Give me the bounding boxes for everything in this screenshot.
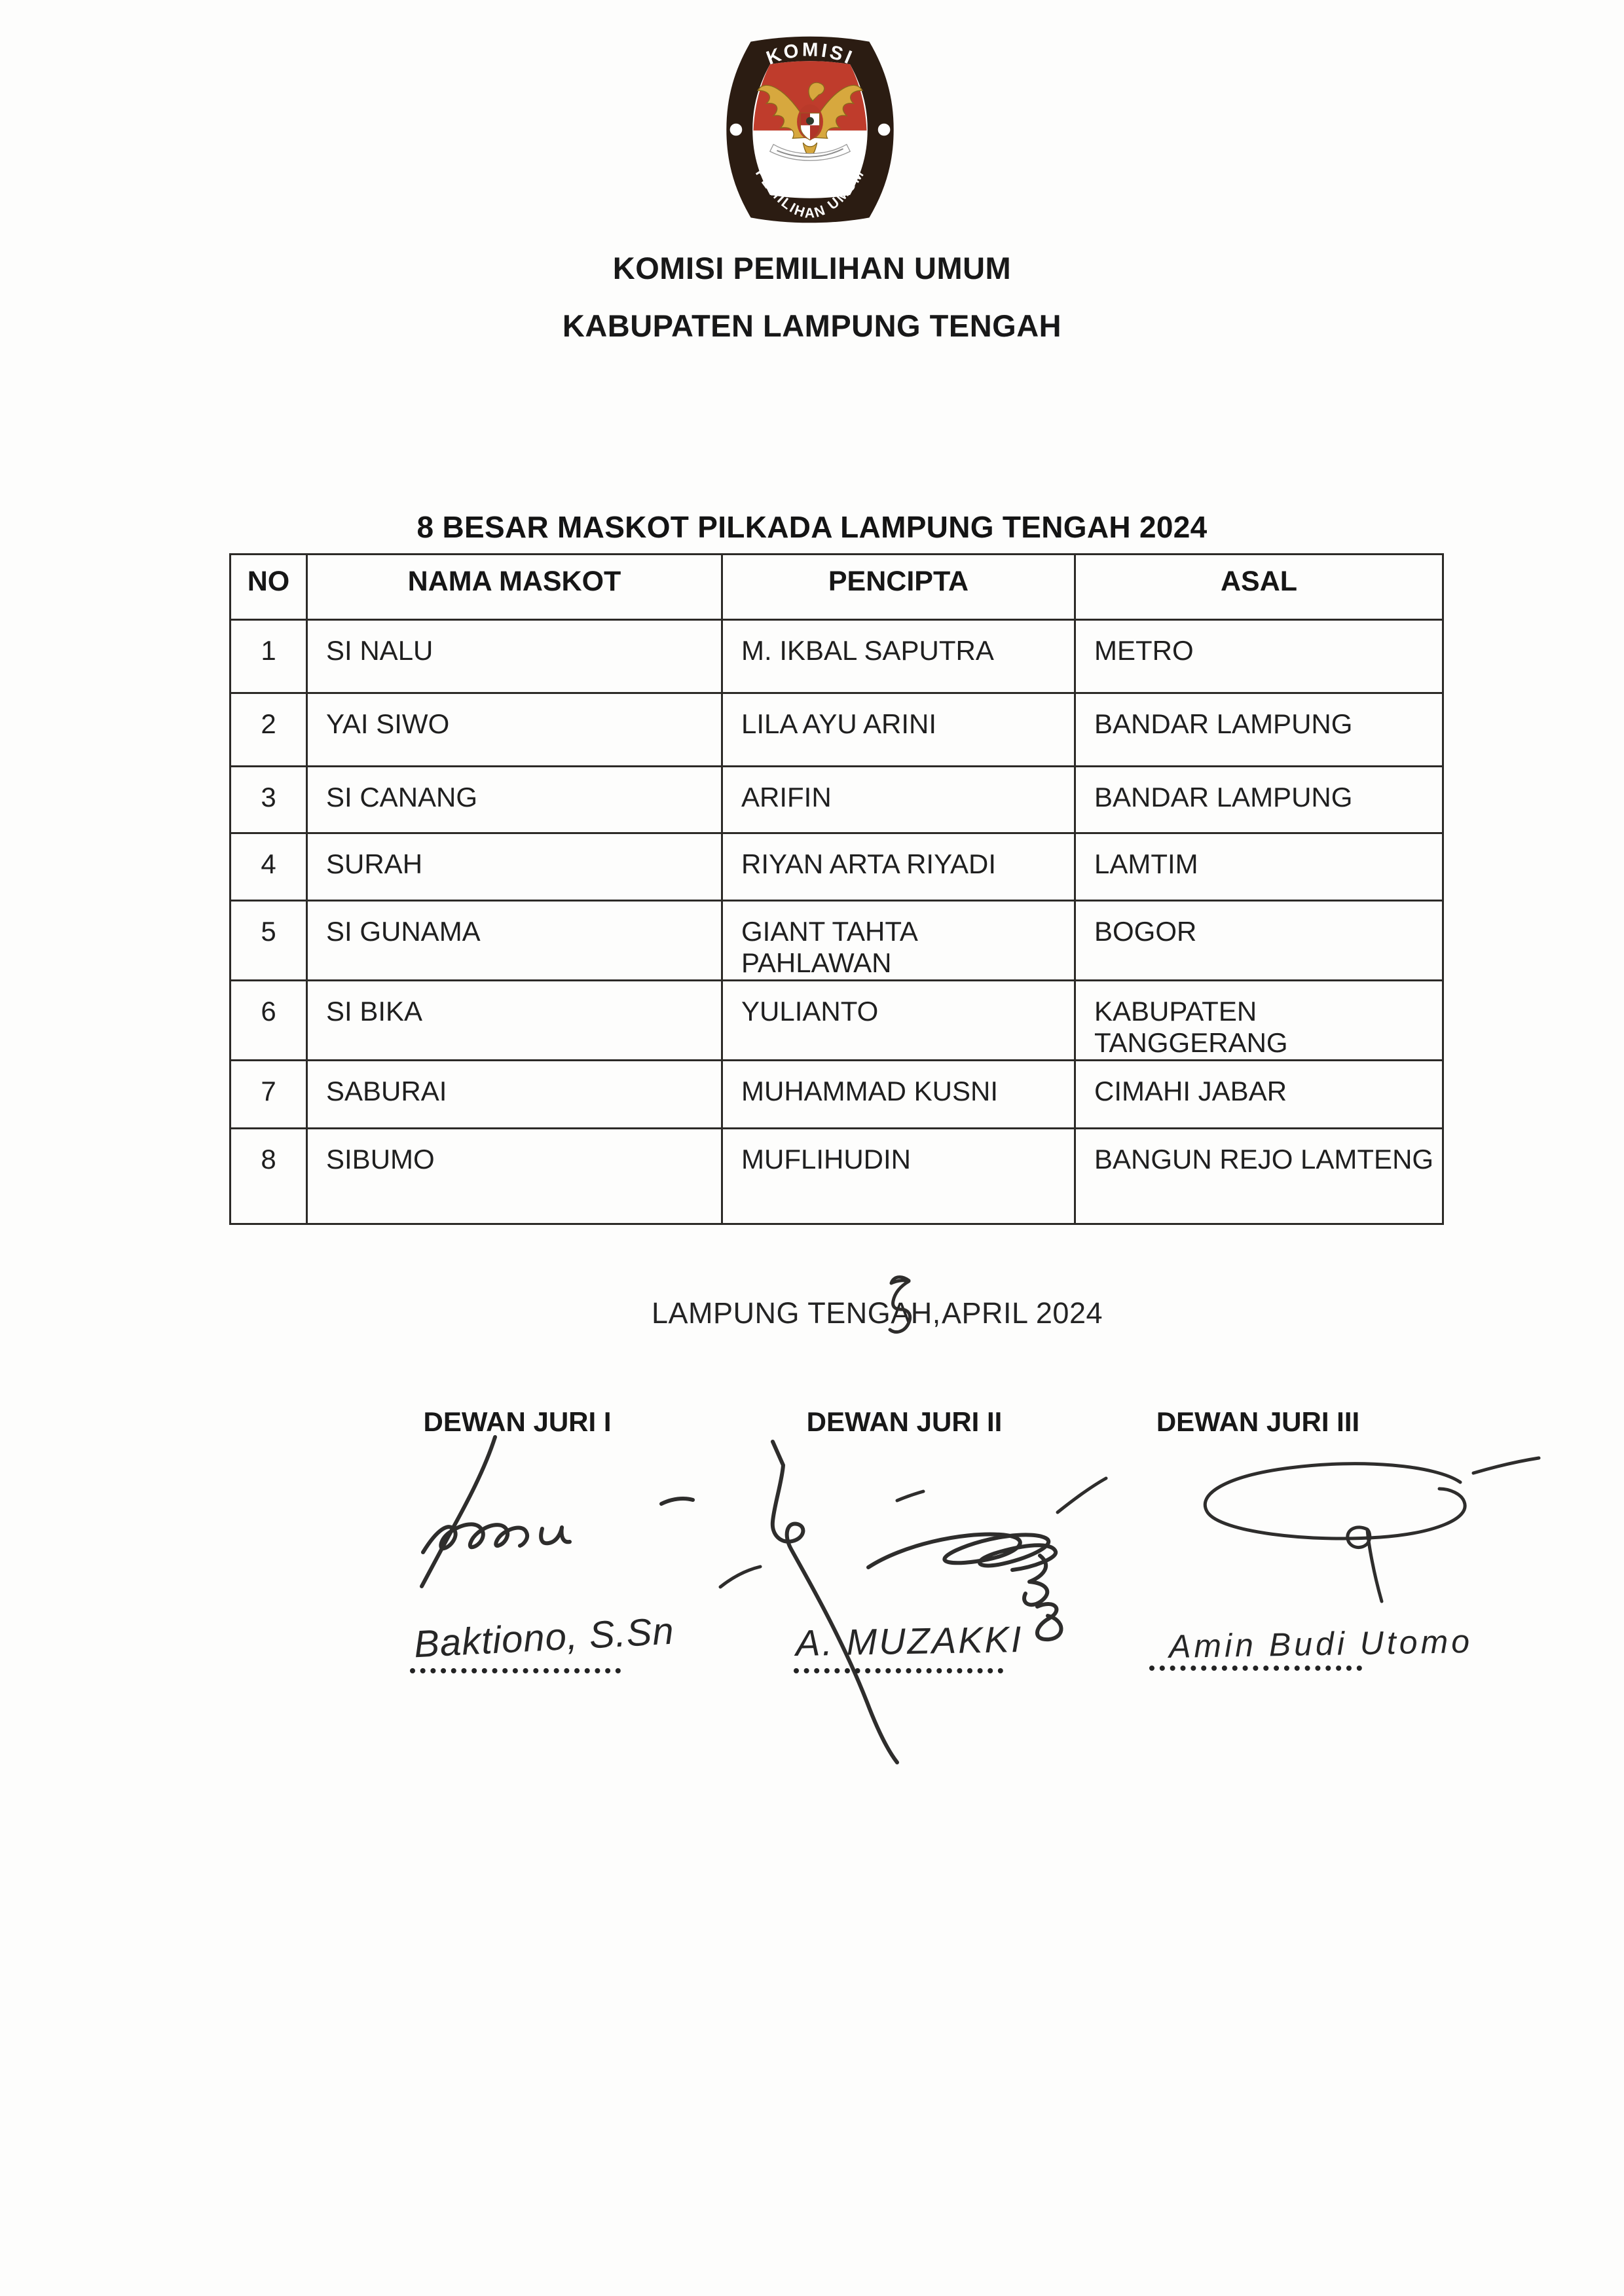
cell-nama-maskot: SURAH <box>307 833 722 901</box>
cell-pencipta: LILA AYU ARINI <box>722 693 1075 767</box>
cell-nama-maskot: SI GUNAMA <box>307 901 722 981</box>
handwritten-day-glyph <box>875 1271 921 1343</box>
cell-pencipta: M. IKBAL SAPUTRA <box>722 620 1075 693</box>
jury-name-3: Amin Budi Utomo <box>1168 1622 1473 1666</box>
table-row <box>231 1129 1443 1224</box>
cell-no: 4 <box>231 833 307 901</box>
page-title: 8 BESAR MASKOT PILKADA LAMPUNG TENGAH 2024 <box>416 510 1208 544</box>
cell-asal: CIMAHI JABAR <box>1075 1061 1443 1129</box>
cell-no: 5 <box>231 901 307 981</box>
cell-nama-maskot: SI CANANG <box>307 767 722 833</box>
table-row <box>231 1061 1443 1129</box>
cell-asal: BANDAR LAMPUNG <box>1075 767 1443 833</box>
logo-top-text: KOMISI <box>764 39 857 69</box>
cell-nama-maskot: YAI SIWO <box>307 693 722 767</box>
cell-no: 1 <box>231 620 307 693</box>
col-header-asal: ASAL <box>1075 555 1443 620</box>
jury-label-2: DEWAN JURI II <box>806 1406 1003 1437</box>
cell-asal: BOGOR <box>1075 901 1443 981</box>
cell-pencipta: MUFLIHUDIN <box>722 1129 1075 1224</box>
cell-asal: LAMTIM <box>1075 833 1443 901</box>
cell-no: 6 <box>231 981 307 1061</box>
signature-juri-2 <box>712 1419 1118 1786</box>
cell-asal: KABUPATEN TANGGERANG <box>1075 981 1443 1061</box>
table-row <box>231 693 1443 767</box>
jury-label-1: DEWAN JURI I <box>423 1406 612 1437</box>
cell-asal: METRO <box>1075 620 1443 693</box>
dateline-place: LAMPUNG TENGAH, <box>652 1296 941 1330</box>
table-header-row <box>231 555 1443 620</box>
cell-no: 8 <box>231 1129 307 1224</box>
cell-nama-maskot: SI NALU <box>307 620 722 693</box>
cell-pencipta: YULIANTO <box>722 981 1075 1061</box>
cell-asal: BANGUN REJO LAMTENG <box>1075 1129 1443 1224</box>
signature-juri-3 <box>1164 1439 1557 1616</box>
table-row <box>231 901 1443 981</box>
cell-pencipta: MUHAMMAD KUSNI <box>722 1061 1075 1129</box>
cell-pencipta: ARIFIN <box>722 767 1075 833</box>
logo-right-dot <box>878 124 891 136</box>
org-name-line1: KOMISI PEMILIHAN UMUM <box>612 251 1012 285</box>
maskot-table <box>229 553 1444 1225</box>
dateline-month-year: APRIL 2024 <box>942 1296 1103 1330</box>
cell-pencipta: GIANT TAHTA PAHLAWAN <box>722 901 1075 981</box>
logo-left-dot <box>730 124 743 136</box>
jury-name-1: Baktiono, S.Sn <box>413 1609 676 1666</box>
col-header-no: NO <box>231 555 307 620</box>
signature-dotted-line-2 <box>794 1668 1003 1673</box>
cell-nama-maskot: SIBUMO <box>307 1129 722 1224</box>
cell-asal: BANDAR LAMPUNG <box>1075 693 1443 767</box>
col-header-pencipta: PENCIPTA <box>722 555 1075 620</box>
table-row <box>231 620 1443 693</box>
cell-nama-maskot: SABURAI <box>307 1061 722 1129</box>
cell-no: 7 <box>231 1061 307 1129</box>
signature-juri-1 <box>411 1430 706 1594</box>
cell-no: 2 <box>231 693 307 767</box>
table-row <box>231 833 1443 901</box>
logo-bottom-text: PEMILIHAN UMUM <box>752 166 868 221</box>
table-row <box>231 981 1443 1061</box>
jury-name-2: A. MUZAKKI <box>795 1618 1024 1664</box>
org-name-line2: KABUPATEN LAMPUNG TENGAH <box>562 308 1062 343</box>
table-row <box>231 767 1443 833</box>
jury-label-3: DEWAN JURI III <box>1156 1406 1360 1437</box>
cell-pencipta: RIYAN ARTA RIYADI <box>722 833 1075 901</box>
signature-dotted-line-1 <box>410 1668 621 1673</box>
cell-nama-maskot: SI BIKA <box>307 981 722 1061</box>
kpu-logo <box>723 33 897 227</box>
kpu-logo-graphic <box>723 33 897 227</box>
handwritten-day <box>875 1271 921 1343</box>
signature-dotted-line-3 <box>1149 1666 1362 1671</box>
col-header-nama-maskot: NAMA MASKOT <box>307 555 722 620</box>
cell-no: 3 <box>231 767 307 833</box>
